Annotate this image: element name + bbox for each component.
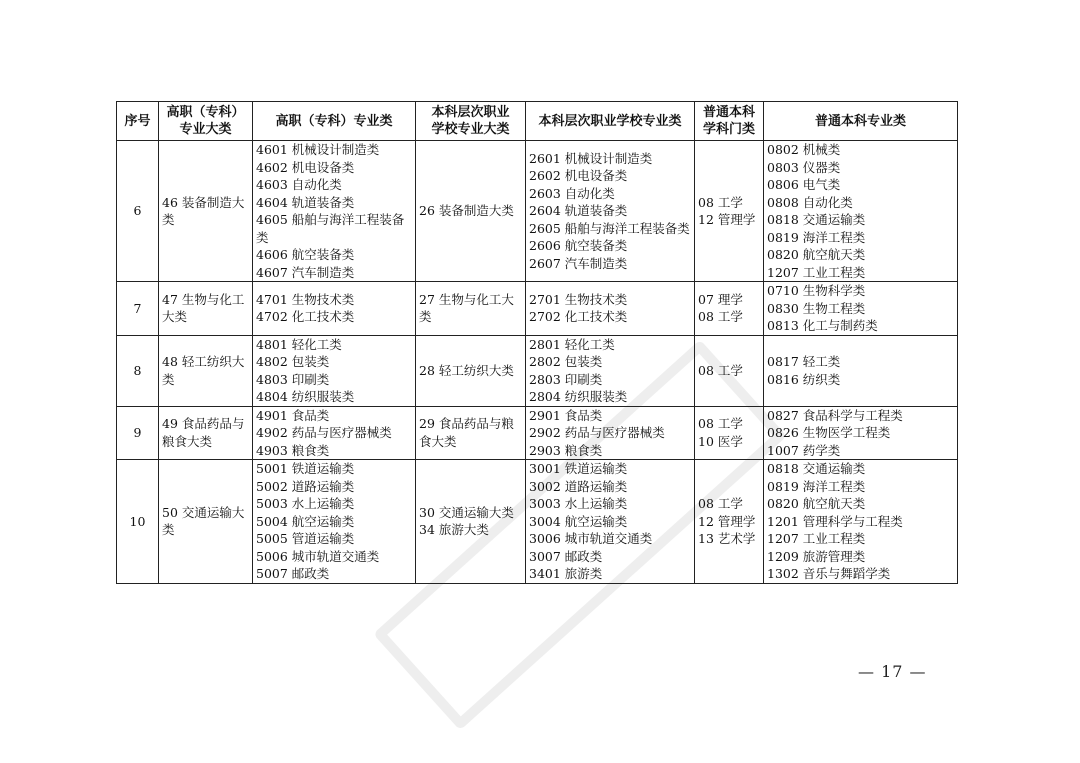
header-pt-subject-line1: 普通本科 (702, 105, 755, 120)
list-item: 3003 水上运输类 (529, 496, 628, 511)
list-item: 4605 船舶与海洋工程装备类 (256, 212, 405, 245)
cell-bk-major: 27 生物与化工大类 (416, 282, 526, 336)
list-item: 2804 纺织服装类 (529, 389, 628, 404)
list-item: 2903 粮食类 (529, 442, 603, 458)
header-pt-class: 普通本科专业类 (764, 102, 958, 141)
table-row (117, 282, 958, 336)
cell-seq: 9 (117, 406, 159, 460)
list-item: 0802 机械类 (767, 142, 841, 157)
list-item: 0816 纺织类 (767, 371, 841, 387)
cell-pt-class (764, 141, 958, 282)
header-pt-subject (695, 102, 764, 141)
cell-gz-major: 46 装备制造大类 (159, 141, 253, 282)
list-item: 3001 铁道运输类 (529, 461, 628, 476)
list-item: 2605 船舶与海洋工程装备类 (529, 220, 690, 236)
list-item: 12 管理学 (698, 513, 756, 529)
list-item: 0813 化工与制药类 (767, 318, 878, 333)
cell-gz-major: 50 交通运输大类 (159, 460, 253, 584)
cell-pt-subject (695, 282, 764, 336)
header-bk-class: 本科层次职业学校专业类 (526, 102, 695, 141)
list-item: 4902 药品与医疗器械类 (256, 425, 392, 440)
header-bk-major-line1: 本科层次职业 (431, 105, 510, 120)
cell-bk-major: 28 轻工纺织大类 (416, 335, 526, 406)
table-row (117, 335, 958, 406)
list-item: 2802 包装类 (529, 354, 603, 369)
cell-seq: 8 (117, 335, 159, 406)
list-item: 4701 生物技术类 (256, 291, 355, 307)
header-bk-major-line2: 学校专业大类 (431, 122, 510, 137)
cell-bk-class (526, 282, 695, 336)
header-gz-major-line2: 专业大类 (179, 122, 232, 137)
list-item: 08 工学 (698, 194, 743, 210)
cell-bk-class (526, 406, 695, 460)
list-item: 0827 食品科学与工程类 (767, 407, 903, 423)
list-item: 2606 航空装备类 (529, 238, 628, 254)
list-item: 08 工学 (698, 416, 743, 432)
list-item: 3004 航空运输类 (529, 513, 628, 529)
cell-seq: 6 (117, 141, 159, 282)
table-row (117, 406, 958, 460)
cell-pt-subject (695, 335, 764, 406)
list-item: 0818 交通运输类 (767, 461, 866, 476)
header-gz-major-line1: 高职（专科） (166, 105, 245, 120)
header-gz-class: 高职（专科）专业类 (253, 102, 416, 141)
cell-pt-class (764, 460, 958, 584)
list-item: 5003 水上运输类 (256, 496, 355, 511)
table-row (117, 460, 958, 584)
list-item: 1007 药学类 (767, 442, 841, 458)
header-bk-major (416, 102, 526, 141)
cell-gz-class (253, 335, 416, 406)
list-item: 5002 道路运输类 (256, 478, 355, 494)
list-item: 08 工学 (698, 496, 743, 511)
cell-bk-major: 26 装备制造大类 (416, 141, 526, 282)
list-item: 2607 汽车制造类 (529, 255, 628, 271)
list-item: 4802 包装类 (256, 354, 330, 369)
list-item: 2602 机电设备类 (529, 168, 628, 184)
list-item: 1209 旅游管理类 (767, 548, 866, 564)
list-item: 4606 航空装备类 (256, 247, 355, 262)
cell-bk-major: 29 食品药品与粮食大类 (416, 406, 526, 460)
cell-pt-subject (695, 406, 764, 460)
list-item: 1207 工业工程类 (767, 264, 866, 280)
list-item: 2603 自动化类 (529, 185, 615, 201)
list-item: 4601 机械设计制造类 (256, 142, 380, 157)
list-item: 3006 城市轨道交通类 (529, 531, 653, 546)
cell-pt-class (764, 282, 958, 336)
list-item: 08 工学 (698, 362, 743, 378)
list-item: 4903 粮食类 (256, 442, 330, 458)
list-item: 3401 旅游类 (529, 566, 603, 581)
list-item: 4804 纺织服装类 (256, 389, 355, 404)
list-item: 0830 生物工程类 (767, 300, 866, 316)
list-item: 2902 药品与医疗器械类 (529, 425, 665, 440)
cell-gz-class (253, 406, 416, 460)
cell-gz-class (253, 141, 416, 282)
list-item: 2701 生物技术类 (529, 291, 628, 307)
table-header-row (117, 102, 958, 141)
list-item: 3007 邮政类 (529, 548, 603, 564)
list-item: 5004 航空运输类 (256, 513, 355, 529)
cell-pt-subject (695, 460, 764, 584)
list-item: 5005 管道运输类 (256, 531, 355, 546)
list-item: 4603 自动化类 (256, 177, 342, 192)
list-item: 4803 印刷类 (256, 371, 330, 387)
list-item: 13 艺术学 (698, 531, 756, 546)
list-item: 0826 生物医学工程类 (767, 425, 891, 440)
cell-gz-class (253, 282, 416, 336)
list-item: 0820 航空航天类 (767, 496, 866, 511)
list-item: 5001 铁道运输类 (256, 461, 355, 476)
cell-bk-major (416, 460, 526, 584)
list-item: 30 交通运输大类 (419, 504, 514, 520)
list-item: 2601 机械设计制造类 (529, 150, 653, 166)
list-item: 1207 工业工程类 (767, 531, 866, 546)
list-item: 1201 管理科学与工程类 (767, 513, 903, 529)
page-number: — 17 — (858, 662, 927, 681)
list-item: 0803 仪器类 (767, 159, 841, 175)
cell-gz-class (253, 460, 416, 584)
list-item: 2604 轨道装备类 (529, 203, 628, 219)
cell-gz-major: 49 食品药品与粮食大类 (159, 406, 253, 460)
list-item: 1302 音乐与舞蹈学类 (767, 566, 891, 581)
list-item: 0818 交通运输类 (767, 212, 866, 227)
list-item: 4901 食品类 (256, 407, 330, 423)
list-item: 12 管理学 (698, 212, 756, 227)
list-item: 5007 邮政类 (256, 566, 330, 581)
list-item: 2803 印刷类 (529, 371, 603, 387)
list-item: 0710 生物科学类 (767, 283, 866, 298)
cell-gz-major: 47 生物与化工大类 (159, 282, 253, 336)
list-item: 0820 航空航天类 (767, 247, 866, 262)
list-item: 0817 轻工类 (767, 354, 841, 369)
list-item: 10 医学 (698, 433, 743, 449)
cell-pt-class (764, 335, 958, 406)
list-item: 0808 自动化类 (767, 194, 853, 210)
list-item: 5006 城市轨道交通类 (256, 548, 380, 564)
list-item: 2702 化工技术类 (529, 309, 628, 325)
list-item: 3002 道路运输类 (529, 478, 628, 494)
list-item: 08 工学 (698, 309, 743, 325)
list-item: 4607 汽车制造类 (256, 264, 355, 280)
list-item: 4702 化工技术类 (256, 309, 355, 325)
header-gz-major (159, 102, 253, 141)
cell-gz-major: 48 轻工纺织大类 (159, 335, 253, 406)
cell-bk-class (526, 335, 695, 406)
cell-bk-class (526, 141, 695, 282)
header-pt-subject-line2: 学科门类 (702, 122, 755, 137)
list-item: 0819 海洋工程类 (767, 478, 866, 494)
table-row (117, 141, 958, 282)
list-item: 0819 海洋工程类 (767, 229, 866, 245)
list-item: 4602 机电设备类 (256, 159, 355, 175)
header-seq: 序号 (117, 102, 159, 141)
cell-seq: 7 (117, 282, 159, 336)
cell-seq: 10 (117, 460, 159, 584)
list-item: 07 理学 (698, 291, 743, 307)
list-item: 0806 电气类 (767, 177, 841, 192)
list-item: 34 旅游大类 (419, 522, 489, 538)
list-item: 4604 轨道装备类 (256, 194, 355, 210)
cell-pt-subject (695, 141, 764, 282)
major-comparison-table (116, 101, 958, 584)
cell-bk-class (526, 460, 695, 584)
list-item: 2901 食品类 (529, 407, 603, 423)
list-item: 4801 轻化工类 (256, 336, 342, 352)
cell-pt-class (764, 406, 958, 460)
list-item: 2801 轻化工类 (529, 336, 615, 352)
